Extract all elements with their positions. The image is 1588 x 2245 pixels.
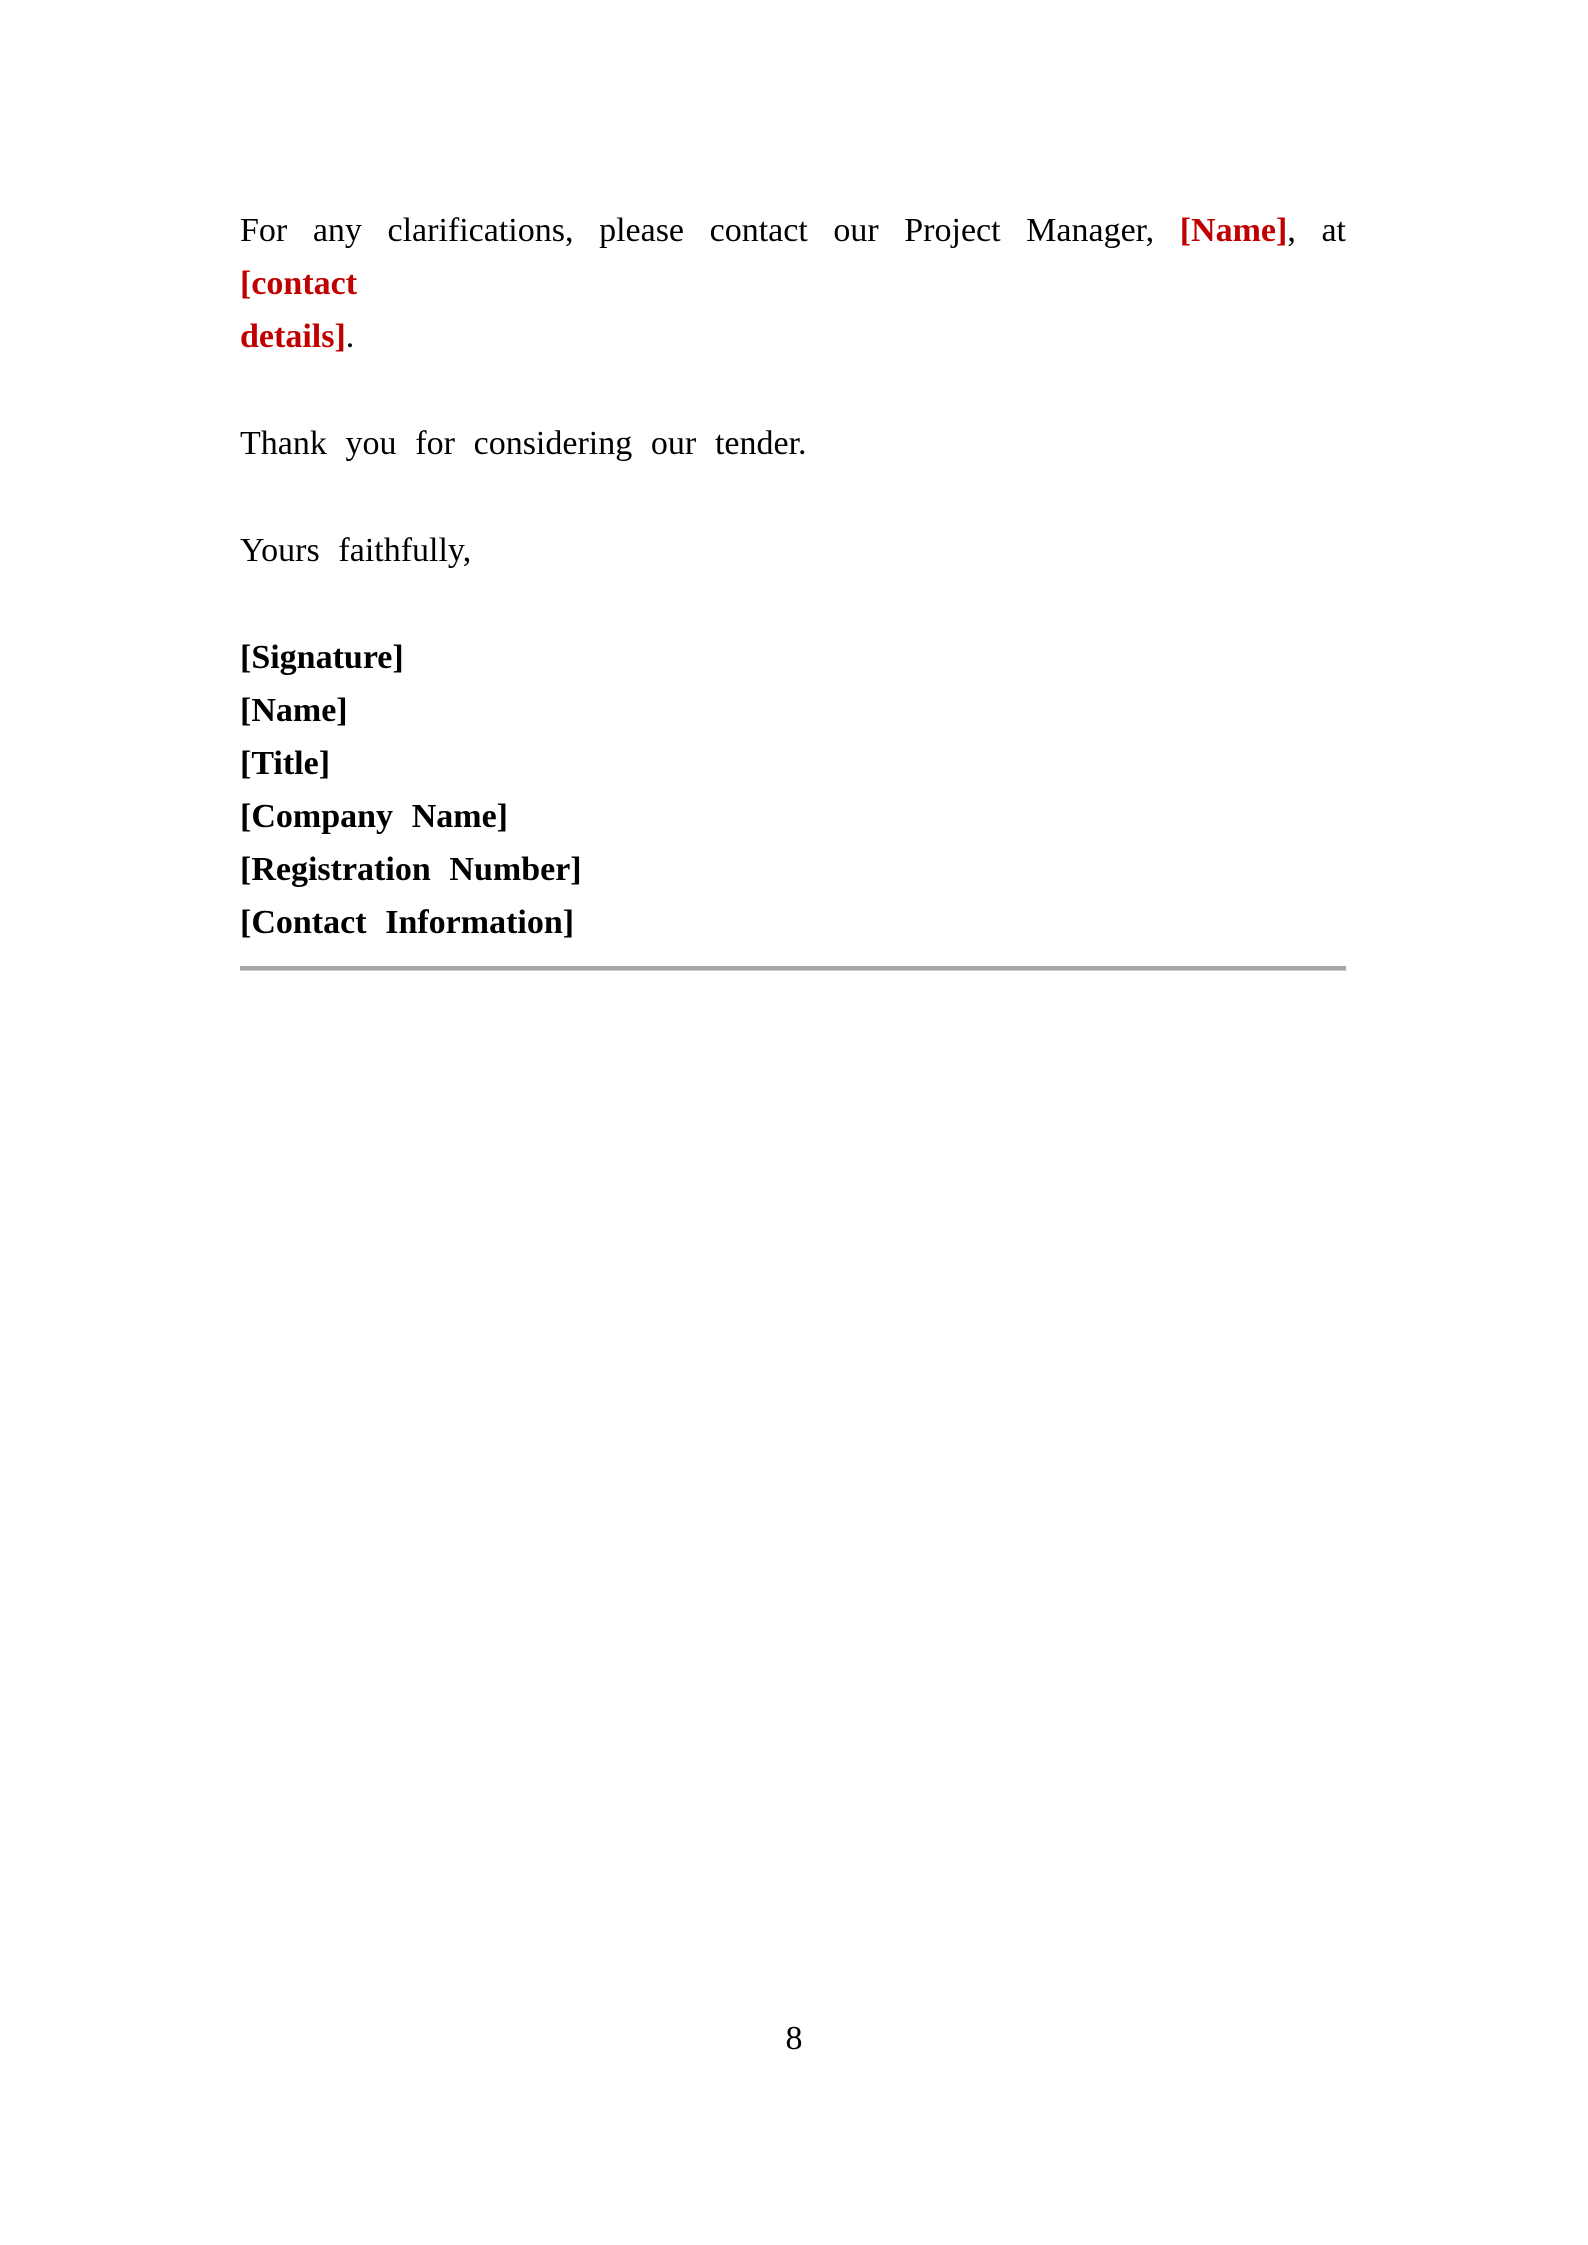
clarification-paragraph-line1 — [240, 204, 1346, 310]
signature-block — [240, 631, 1346, 949]
name-placeholder: [Name] — [1179, 212, 1288, 249]
thank-you-paragraph: Thank you for considering our tender. — [240, 425, 807, 462]
clarification-text-middle: , at — [1287, 212, 1346, 249]
signature-line-contact: [Contact Information] — [240, 904, 575, 941]
signature-line-title: [Title] — [240, 745, 331, 782]
page-number: 8 — [785, 2020, 803, 2057]
signature-line-name: [Name] — [240, 692, 348, 729]
signature-line-registration: [Registration Number] — [240, 851, 582, 888]
horizontal-divider — [240, 966, 1346, 971]
clarification-paragraph-line2 — [240, 310, 1346, 363]
contact-placeholder-line2: details] — [240, 318, 346, 355]
letter-body — [240, 204, 1346, 971]
clarification-paragraph — [240, 204, 1346, 363]
signature-line-signature: [Signature] — [240, 639, 404, 676]
closing-salutation: Yours faithfully, — [240, 532, 472, 569]
sentence-period: . — [345, 318, 355, 355]
contact-placeholder-line1: [contact — [240, 265, 358, 302]
signature-line-company: [Company Name] — [240, 798, 509, 835]
clarification-text-before-name: For any clarifications, please contact our Project Manager, — [240, 212, 1180, 249]
